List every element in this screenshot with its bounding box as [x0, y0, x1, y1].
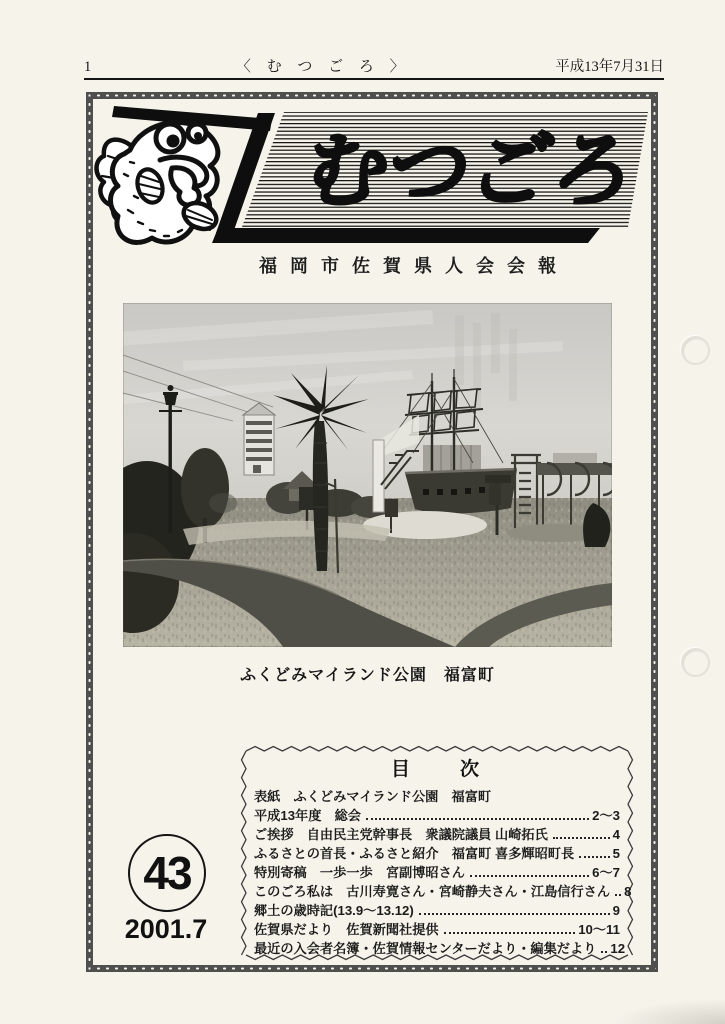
cover-photo-art [123, 303, 612, 647]
toc-entry: ご挨拶 自由民主党幹事長 衆議院議員 山崎拓氏 4 [254, 827, 620, 842]
mudskipper-fish-icon [97, 122, 221, 242]
chain-border-bottom [86, 965, 658, 972]
toc-entry: 表紙 ふくどみマイランド公園 福富町 [254, 789, 492, 804]
running-header [84, 52, 664, 76]
toc-entry: 最近の入会者名簿・佐賀情報センターだより・編集だより 12 [254, 941, 626, 956]
dot-leader [444, 932, 576, 934]
toc-entry: ふるさとの首長・ふるさと紹介 福富町 喜多輝昭町長 5 [254, 846, 620, 861]
dot-leader [366, 818, 589, 820]
issue-number-badge [128, 834, 206, 912]
toc-entry: 佐賀県だより 佐賀新聞社提供 10〜11 [254, 922, 620, 937]
issue-date: 2001.7 [124, 914, 208, 944]
running-title: 〈 む つ ご ろ 〉 [235, 59, 411, 75]
masthead-logo-text: むつごろ [298, 126, 643, 217]
table-of-contents [254, 752, 632, 958]
chain-border-left [86, 92, 93, 972]
issue-number: 43 [143, 847, 191, 899]
toc-title: 目 次 [390, 759, 483, 780]
dot-leader [579, 856, 609, 858]
chain-border-top [86, 92, 658, 99]
photo-caption: ふくどみマイランド公園 福富町 [240, 667, 495, 684]
masthead-subtitle: 福岡市佐賀県人会会報 [259, 256, 569, 276]
punch-hole [681, 648, 710, 677]
scan-edge-shadow [565, 998, 725, 1024]
toc-entry: 平成13年度 総会 2〜3 [254, 808, 620, 823]
cover-photo [123, 303, 612, 647]
chain-border-right [651, 92, 658, 972]
dot-leader [553, 837, 610, 839]
newsletter-cover-page [86, 92, 658, 972]
toc-entry: 特別寄稿 一歩一歩 宮副博昭さん 6〜7 [254, 865, 620, 880]
header-rule [84, 78, 664, 80]
page-number: 1 [84, 59, 92, 75]
dot-leader [419, 913, 610, 915]
toc-entry: このごろ私は 古川寿寛さん・宮崎静夫さん・江島信行さん 8 [254, 884, 632, 899]
punch-hole [681, 336, 710, 365]
toc-entry: 郷土の歳時記(13.9〜13.12) 9 [254, 903, 620, 918]
dot-leader [470, 875, 589, 877]
dot-leader [615, 894, 621, 896]
issue-date-header: 平成13年7月31日 [555, 59, 664, 75]
dot-leader [601, 951, 607, 953]
